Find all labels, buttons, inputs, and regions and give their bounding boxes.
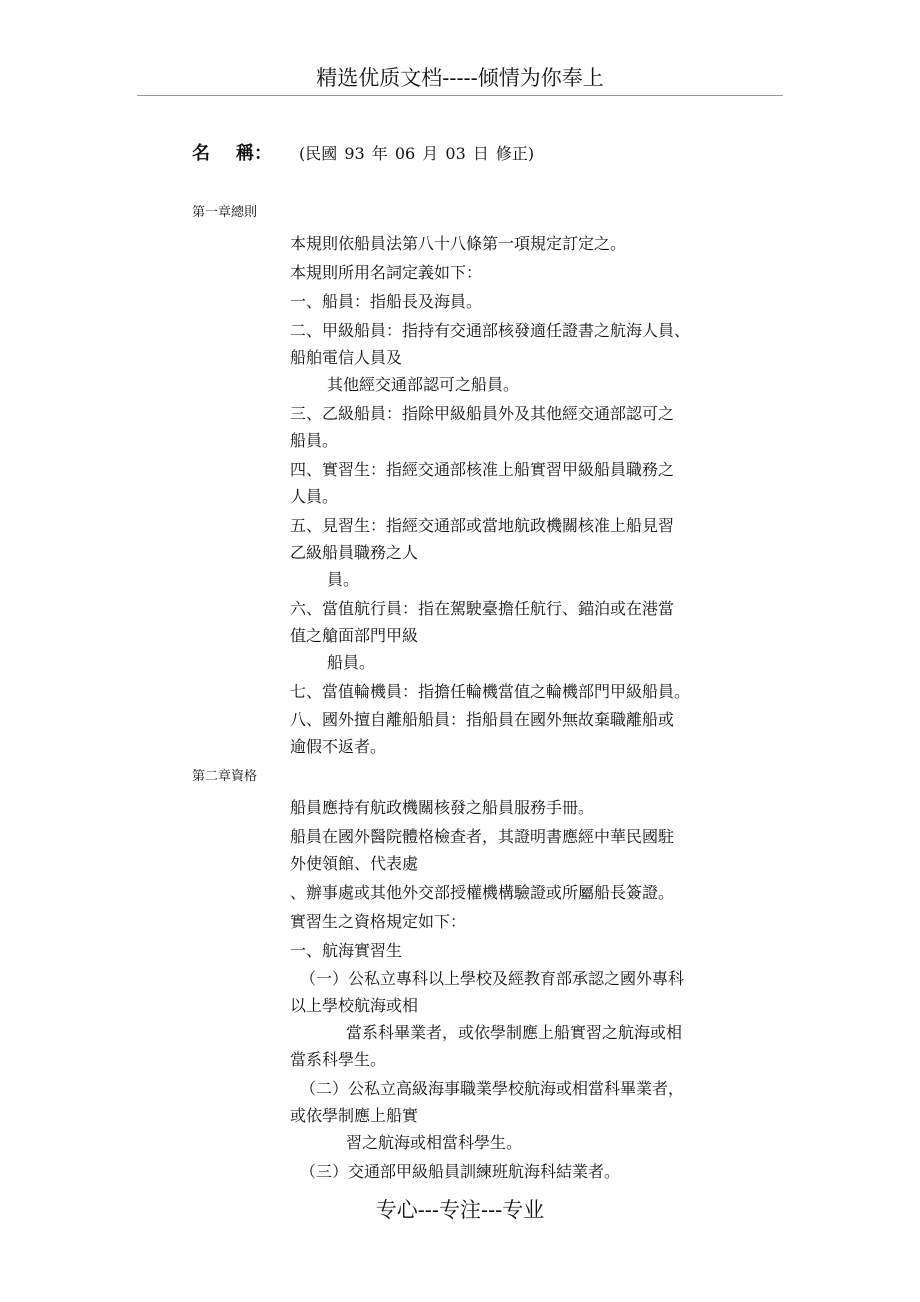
paragraph-line: （三）交通部甲級船員訓練班航海科結業者。 — [300, 1162, 621, 1181]
paragraph-line: 員。 — [327, 570, 360, 589]
paragraph-line: 船員。 — [327, 653, 376, 672]
title-label-a: 名 — [192, 143, 210, 164]
paragraph-line: 人員。 — [290, 487, 339, 506]
paragraph-line: 其他經交通部認可之船員。 — [327, 375, 520, 394]
title-label-b: 稱： — [236, 143, 272, 164]
paragraph-line: 逾假不返者。 — [290, 737, 387, 756]
paragraph-line: 當系科畢業者，或依學制應上船實習之航海或相 — [346, 1023, 683, 1042]
paragraph-line: 船員應持有航政機關核發之船員服務手冊。 — [290, 798, 595, 817]
paragraph-line: 實習生之資格規定如下： — [290, 912, 467, 931]
paragraph-line: 外使領館、代表處 — [290, 854, 419, 873]
paragraph-line: 船員在國外醫院體格檢查者，其證明書應經中華民國駐 — [290, 827, 675, 846]
paragraph-line: 四、實習生：指經交通部核准上船實習甲級船員職務之 — [290, 460, 675, 479]
paragraph-line: 習之航海或相當科學生。 — [346, 1133, 523, 1152]
paragraph-line: 八、國外擅自離船船員：指船員在國外無故棄職離船或 — [290, 710, 675, 729]
paragraph-line: 六、當值航行員：指在駕駛臺擔任航行、錨泊或在港當 — [290, 599, 675, 618]
paragraph-line: 三、乙級船員：指除甲級船員外及其他經交通部認可之 — [290, 404, 675, 423]
paragraph-line: 船舶電信人員及 — [290, 348, 403, 367]
paragraph-line: 本規則依船員法第八十八條第一項規定訂定之。 — [290, 234, 627, 253]
paragraph-line: 當系科學生。 — [290, 1050, 387, 1069]
chapter-heading: 第一章總則 — [192, 205, 258, 220]
title-label — [192, 142, 272, 166]
paragraph-line: 船員。 — [290, 431, 339, 450]
paragraph-line: 、辦事處或其他外交部授權機構驗證或所屬船長簽證。 — [290, 883, 675, 902]
page-header: 精选优质文档-----倾情为你奉上 — [316, 66, 604, 90]
header-divider — [137, 95, 783, 96]
paragraph-line: （一）公私立專科以上學校及經教育部承認之國外專科 — [300, 969, 685, 988]
paragraph-line: 以上學校航海或相 — [290, 996, 419, 1015]
paragraph-line: 二、甲級船員：指持有交通部核發適任證書之航海人員、 — [290, 321, 691, 340]
paragraph-line: （二）公私立高級海事職業學校航海或相當科畢業者， — [300, 1079, 685, 1098]
title-value: (民國 93 年 06 月 03 日 修正) — [299, 144, 535, 163]
paragraph-line: 五、見習生：指經交通部或當地航政機關核准上船見習 — [290, 516, 675, 535]
paragraph-line: 或依學制應上船實 — [290, 1106, 419, 1125]
paragraph-line: 值之艙面部門甲級 — [290, 626, 419, 645]
chapter-heading: 第二章資格 — [192, 769, 258, 784]
paragraph-line: 乙級船員職務之人 — [290, 543, 419, 562]
paragraph-line: 本規則所用名詞定義如下： — [290, 263, 483, 282]
paragraph-line: 七、當值輪機員：指擔任輪機當值之輪機部門甲級船員。 — [290, 682, 691, 701]
paragraph-line: 一、船員：指船長及海員。 — [290, 292, 483, 311]
paragraph-line: 一、航海實習生 — [290, 941, 403, 960]
page-footer: 专心---专注---专业 — [375, 1198, 545, 1222]
